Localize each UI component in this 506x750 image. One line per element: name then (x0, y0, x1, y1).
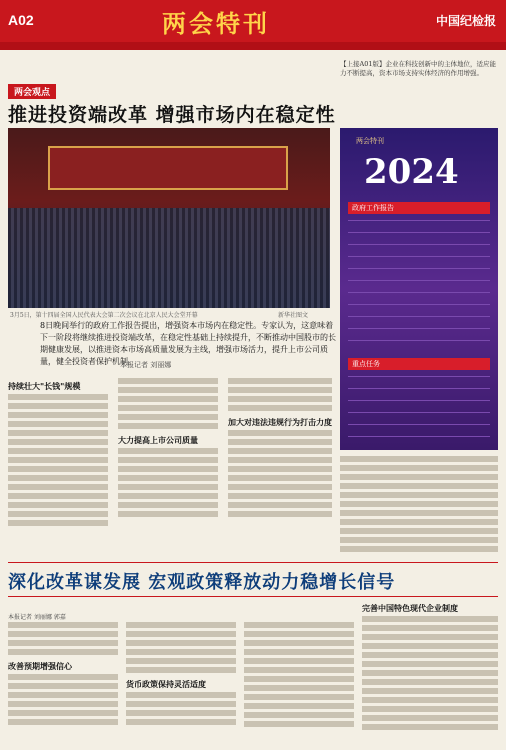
side-column: 【上接A01版】企业在科技创新中的主体地位，适应能力不断提高，资本市场支持实体经济的作用增强。 (340, 60, 496, 77)
divider (8, 562, 498, 563)
body-text (244, 622, 354, 730)
article2-subhead: 货币政策保持灵活适度 (126, 679, 206, 689)
article1-subhead: 加大对违法违规行为打击力度 (228, 417, 332, 427)
article1-byline: 本报记者 刘丽娜 (120, 361, 172, 369)
article2-col4 (362, 600, 498, 746)
infographic-poster (340, 128, 498, 450)
body-text (118, 448, 218, 520)
poster-grid-2 (348, 376, 490, 446)
poster-label: 两会特刊 (356, 137, 384, 145)
body-text (126, 622, 236, 676)
body-text (8, 394, 108, 529)
body-text (228, 378, 332, 414)
article1-headline: 推进投资端改革 增强市场内在稳定性 (8, 104, 336, 126)
article2-col2 (126, 622, 236, 746)
section-tag: 两会观点 (8, 84, 56, 99)
body-text (126, 692, 236, 728)
page-number: A02 (8, 12, 34, 28)
photo-crowd (8, 208, 330, 308)
article2-byline: 本报记者 刘丽娜 郭嘉 (8, 614, 66, 621)
newspaper-logo: 中国纪检报 (435, 14, 496, 28)
photo-credit: 新华社图文 (278, 312, 309, 319)
body-text (362, 616, 498, 733)
poster-year: 2024 (364, 152, 459, 192)
header-band (0, 42, 506, 50)
side-body-text (340, 456, 498, 560)
masthead (0, 0, 506, 42)
divider (8, 596, 498, 597)
article1-col3 (228, 378, 332, 558)
article2-col3 (244, 622, 354, 746)
body-text (228, 430, 332, 520)
body-text (8, 622, 118, 658)
section-banner: 两会特刊 (162, 9, 270, 38)
article1-subhead: 持续壮大"长钱"规模 (8, 381, 81, 391)
poster-banner-2: 重点任务 (348, 358, 490, 370)
article1-lead: 8日晚间举行的政府工作报告提出，增强资本市场内在稳定性。专家认为，这意味着下一阶段将继续推进投资端改革，在稳定性基础上持续提升，不断推动中国股市的长期健康发展，以推进资本市场高质量发展为主线，增强市场活力，提升上市公司质量，健全投资者保护机制。 (40, 321, 336, 366)
news-photo (8, 128, 330, 308)
article2-subhead: 完善中国特色现代企业制度 (362, 603, 458, 613)
article2-headline: 深化改革谋发展 宏观政策释放动力稳增长信号 (8, 572, 396, 593)
body-text (8, 674, 118, 728)
article1-col2 (118, 378, 218, 558)
poster-banner: 政府工作报告 (348, 202, 490, 214)
article1-col1 (8, 378, 108, 558)
article1-subhead: 大力提高上市公司质量 (118, 435, 198, 445)
body-text (118, 378, 218, 432)
article2-subhead: 改善预期增强信心 (8, 661, 72, 671)
article2-col1 (8, 622, 118, 746)
photo-stage (48, 146, 288, 190)
poster-grid (348, 220, 490, 350)
photo-caption: 3月5日，第十四届全国人民代表大会第二次会议在北京人民大会堂开幕 (10, 312, 198, 319)
